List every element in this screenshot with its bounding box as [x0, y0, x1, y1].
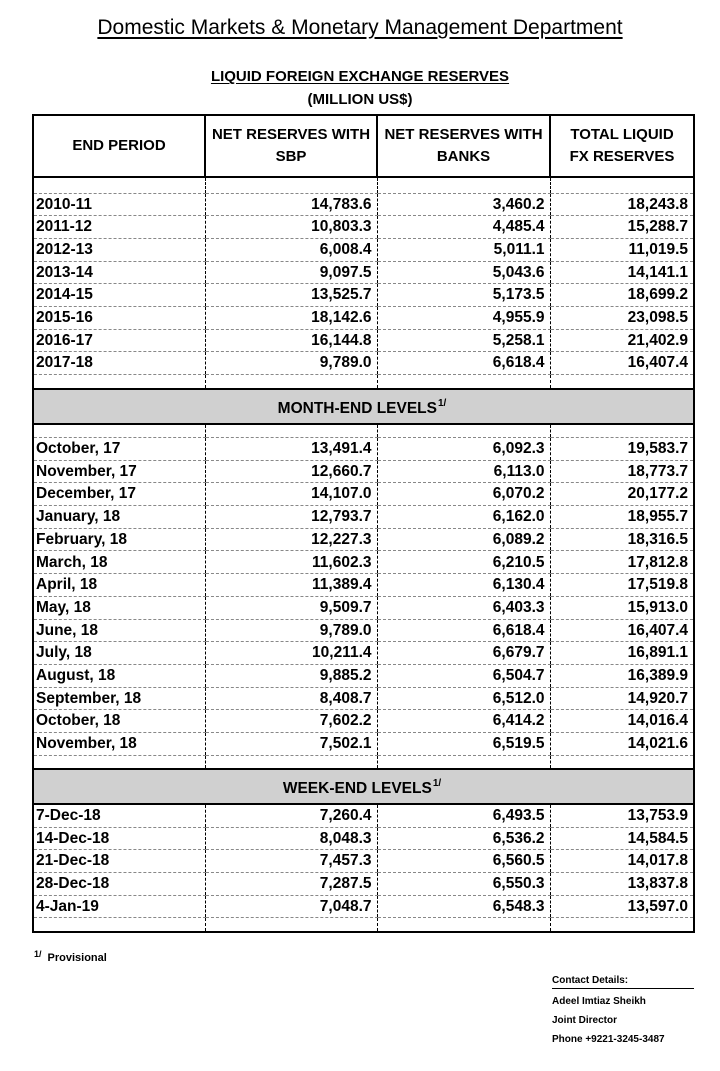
net-reserves-sbp-cell: 7,287.5 — [205, 873, 377, 896]
table-row — [33, 551, 694, 574]
spacer-row — [33, 424, 694, 438]
period-cell: 2017-18 — [33, 352, 205, 375]
empty-cell — [33, 375, 205, 389]
net-reserves-banks-cell: 6,092.3 — [377, 438, 550, 461]
period-cell: October, 17 — [33, 438, 205, 461]
period-cell: 28-Dec-18 — [33, 873, 205, 896]
department-title: Domestic Markets & Monetary Management Department — [97, 16, 623, 39]
net-reserves-sbp-cell: 12,660.7 — [205, 460, 377, 483]
empty-cell — [550, 177, 694, 193]
empty-cell — [205, 177, 377, 193]
empty-cell — [205, 755, 377, 769]
net-reserves-banks-cell: 4,955.9 — [377, 306, 550, 329]
header-row — [33, 115, 694, 177]
table-row — [33, 619, 694, 642]
period-cell: 2013-14 — [33, 261, 205, 284]
total-reserves-cell: 18,316.5 — [550, 528, 694, 551]
total-reserves-cell: 13,837.8 — [550, 873, 694, 896]
net-reserves-banks-cell: 6,113.0 — [377, 460, 550, 483]
empty-cell — [33, 177, 205, 193]
total-reserves-cell: 16,407.4 — [550, 619, 694, 642]
total-reserves-cell: 17,519.8 — [550, 574, 694, 597]
net-reserves-sbp-cell: 12,793.7 — [205, 506, 377, 529]
net-reserves-sbp-cell: 9,885.2 — [205, 664, 377, 687]
period-cell: 2016-17 — [33, 329, 205, 352]
total-reserves-cell: 19,583.7 — [550, 438, 694, 461]
period-cell: May, 18 — [33, 596, 205, 619]
net-reserves-banks-cell: 5,043.6 — [377, 261, 550, 284]
net-reserves-sbp-cell: 6,008.4 — [205, 238, 377, 261]
empty-cell — [377, 424, 550, 438]
total-reserves-cell: 14,584.5 — [550, 827, 694, 850]
section-label: WEEK-END LEVELS — [282, 780, 432, 798]
spacer-row — [33, 177, 694, 193]
net-reserves-sbp-cell: 8,408.7 — [205, 687, 377, 710]
total-reserves-cell: 15,913.0 — [550, 596, 694, 619]
net-reserves-sbp-cell: 8,048.3 — [205, 827, 377, 850]
table-row — [33, 238, 694, 261]
net-reserves-sbp-cell: 9,789.0 — [205, 352, 377, 375]
empty-cell — [377, 177, 550, 193]
section-label: MONTH-END LEVELS — [277, 399, 437, 417]
net-reserves-banks-cell: 6,519.5 — [377, 732, 550, 755]
period-cell: December, 17 — [33, 483, 205, 506]
period-cell: 4-Jan-19 — [33, 895, 205, 918]
net-reserves-sbp-cell: 18,142.6 — [205, 306, 377, 329]
net-reserves-sbp-cell: 11,602.3 — [205, 551, 377, 574]
net-reserves-banks-cell: 6,512.0 — [377, 687, 550, 710]
empty-cell — [33, 918, 205, 932]
net-reserves-sbp-cell: 7,602.2 — [205, 710, 377, 733]
net-reserves-sbp-cell: 12,227.3 — [205, 528, 377, 551]
net-reserves-sbp-cell: 13,491.4 — [205, 438, 377, 461]
spacer-row — [33, 755, 694, 769]
total-reserves-cell: 18,243.8 — [550, 193, 694, 216]
net-reserves-banks-cell: 6,130.4 — [377, 574, 550, 597]
col-header-end-period: END PERIOD — [33, 115, 205, 177]
period-cell: July, 18 — [33, 642, 205, 665]
period-cell: September, 18 — [33, 687, 205, 710]
empty-cell — [377, 918, 550, 932]
units-label: (MILLION US$) — [307, 91, 413, 108]
contact-title: Joint Director — [552, 1015, 618, 1026]
total-reserves-cell: 20,177.2 — [550, 483, 694, 506]
footnote-mark: 1/ — [34, 949, 42, 959]
footnote-ref: 1/ — [437, 397, 447, 409]
net-reserves-sbp-cell: 7,502.1 — [205, 732, 377, 755]
empty-cell — [205, 375, 377, 389]
net-reserves-banks-cell: 4,485.4 — [377, 216, 550, 239]
footnote-text: Provisional — [47, 952, 107, 964]
net-reserves-banks-cell: 6,414.2 — [377, 710, 550, 733]
total-reserves-cell: 14,141.1 — [550, 261, 694, 284]
table-row — [33, 329, 694, 352]
period-cell: June, 18 — [33, 619, 205, 642]
table-row — [33, 460, 694, 483]
contact-details — [552, 974, 694, 1046]
table-row — [33, 284, 694, 307]
table-row — [33, 895, 694, 918]
empty-cell — [205, 918, 377, 932]
total-reserves-cell: 14,016.4 — [550, 710, 694, 733]
net-reserves-sbp-cell: 14,107.0 — [205, 483, 377, 506]
table-row — [33, 873, 694, 896]
table-row — [33, 710, 694, 733]
table-body — [33, 177, 694, 932]
total-reserves-cell: 13,597.0 — [550, 895, 694, 918]
spacer-row — [33, 375, 694, 389]
period-cell: April, 18 — [33, 574, 205, 597]
net-reserves-sbp-cell: 9,097.5 — [205, 261, 377, 284]
net-reserves-banks-cell: 6,560.5 — [377, 850, 550, 873]
net-reserves-sbp-cell: 9,789.0 — [205, 619, 377, 642]
net-reserves-banks-cell: 6,403.3 — [377, 596, 550, 619]
net-reserves-sbp-cell: 14,783.6 — [205, 193, 377, 216]
net-reserves-banks-cell: 6,210.5 — [377, 551, 550, 574]
total-reserves-cell: 14,017.8 — [550, 850, 694, 873]
spacer-row — [33, 918, 694, 932]
empty-cell — [550, 375, 694, 389]
period-cell: 2011-12 — [33, 216, 205, 239]
table-row — [33, 642, 694, 665]
total-reserves-cell: 17,812.8 — [550, 551, 694, 574]
total-reserves-cell: 14,021.6 — [550, 732, 694, 755]
empty-cell — [550, 424, 694, 438]
period-cell: 7-Dec-18 — [33, 804, 205, 827]
net-reserves-sbp-cell: 13,525.7 — [205, 284, 377, 307]
net-reserves-sbp-cell: 10,803.3 — [205, 216, 377, 239]
total-reserves-cell: 13,753.9 — [550, 804, 694, 827]
net-reserves-banks-cell: 6,070.2 — [377, 483, 550, 506]
period-cell: November, 17 — [33, 460, 205, 483]
total-reserves-cell: 14,920.7 — [550, 687, 694, 710]
table-row — [33, 261, 694, 284]
net-reserves-sbp-cell: 10,211.4 — [205, 642, 377, 665]
table-row — [33, 193, 694, 216]
table-row — [33, 804, 694, 827]
contact-heading: Contact Details: — [552, 974, 694, 989]
total-reserves-cell: 16,389.9 — [550, 664, 694, 687]
col-header-total-liquid-reserves: TOTAL LIQUID FX RESERVES — [550, 115, 694, 177]
footnote-ref: 1/ — [432, 778, 442, 790]
net-reserves-banks-cell: 3,460.2 — [377, 193, 550, 216]
period-cell: 2015-16 — [33, 306, 205, 329]
empty-cell — [377, 755, 550, 769]
period-cell: 14-Dec-18 — [33, 827, 205, 850]
total-reserves-cell: 16,407.4 — [550, 352, 694, 375]
net-reserves-banks-cell: 6,089.2 — [377, 528, 550, 551]
period-cell: 2012-13 — [33, 238, 205, 261]
total-reserves-cell: 18,773.7 — [550, 460, 694, 483]
table-row — [33, 664, 694, 687]
footnote — [34, 949, 107, 964]
reserves-table — [32, 114, 695, 933]
period-cell: 21-Dec-18 — [33, 850, 205, 873]
total-reserves-cell: 16,891.1 — [550, 642, 694, 665]
net-reserves-sbp-cell: 11,389.4 — [205, 574, 377, 597]
net-reserves-sbp-cell: 9,509.7 — [205, 596, 377, 619]
table-row — [33, 827, 694, 850]
net-reserves-banks-cell: 6,618.4 — [377, 619, 550, 642]
total-reserves-cell: 11,019.5 — [550, 238, 694, 261]
empty-cell — [550, 755, 694, 769]
total-reserves-cell: 21,402.9 — [550, 329, 694, 352]
empty-cell — [33, 755, 205, 769]
table-row — [33, 216, 694, 239]
period-cell: November, 18 — [33, 732, 205, 755]
table-row — [33, 596, 694, 619]
contact-name: Adeel Imtiaz Sheikh — [552, 996, 646, 1007]
net-reserves-banks-cell: 5,173.5 — [377, 284, 550, 307]
section-week-end-levels — [33, 769, 694, 804]
total-reserves-cell: 23,098.5 — [550, 306, 694, 329]
table-row — [33, 306, 694, 329]
table-row — [33, 574, 694, 597]
net-reserves-sbp-cell: 16,144.8 — [205, 329, 377, 352]
period-cell: March, 18 — [33, 551, 205, 574]
col-header-net-reserves-banks: NET RESERVES WITH BANKS — [377, 115, 550, 177]
net-reserves-banks-cell: 6,679.7 — [377, 642, 550, 665]
table-row — [33, 528, 694, 551]
table-row — [33, 438, 694, 461]
col-header-net-reserves-sbp: NET RESERVES WITH SBP — [205, 115, 377, 177]
net-reserves-banks-cell: 5,011.1 — [377, 238, 550, 261]
period-cell: 2010-11 — [33, 193, 205, 216]
period-cell: February, 18 — [33, 528, 205, 551]
section-month-end-levels — [33, 389, 694, 424]
table-row — [33, 506, 694, 529]
period-cell: January, 18 — [33, 506, 205, 529]
total-reserves-cell: 18,699.2 — [550, 284, 694, 307]
net-reserves-banks-cell: 6,493.5 — [377, 804, 550, 827]
table-row — [33, 850, 694, 873]
total-reserves-cell: 15,288.7 — [550, 216, 694, 239]
net-reserves-banks-cell: 6,548.3 — [377, 895, 550, 918]
contact-phone: Phone +9221-3245-3487 — [552, 1034, 665, 1045]
net-reserves-banks-cell: 6,550.3 — [377, 873, 550, 896]
net-reserves-banks-cell: 6,536.2 — [377, 827, 550, 850]
net-reserves-banks-cell: 5,258.1 — [377, 329, 550, 352]
period-cell: 2014-15 — [33, 284, 205, 307]
empty-cell — [550, 918, 694, 932]
empty-cell — [33, 424, 205, 438]
table-row — [33, 687, 694, 710]
empty-cell — [205, 424, 377, 438]
net-reserves-banks-cell: 6,162.0 — [377, 506, 550, 529]
net-reserves-sbp-cell: 7,260.4 — [205, 804, 377, 827]
table-row — [33, 483, 694, 506]
net-reserves-sbp-cell: 7,457.3 — [205, 850, 377, 873]
period-cell: August, 18 — [33, 664, 205, 687]
net-reserves-banks-cell: 6,504.7 — [377, 664, 550, 687]
net-reserves-sbp-cell: 7,048.7 — [205, 895, 377, 918]
empty-cell — [377, 375, 550, 389]
total-reserves-cell: 18,955.7 — [550, 506, 694, 529]
table-title: LIQUID FOREIGN EXCHANGE RESERVES — [210, 68, 510, 85]
table-row — [33, 352, 694, 375]
table-row — [33, 732, 694, 755]
net-reserves-banks-cell: 6,618.4 — [377, 352, 550, 375]
period-cell: October, 18 — [33, 710, 205, 733]
